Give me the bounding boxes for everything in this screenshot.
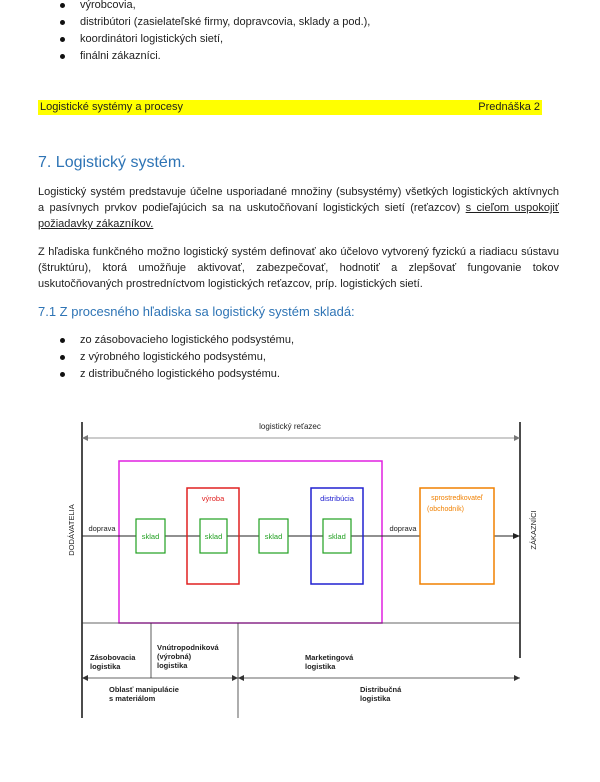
definition-text: Logistický systém predstavuje účelne usporiadané množiny (subsystémy) všetkých logistických aktívnych a pasívnych prvkov podieľajúcich sa na uskutočňovaní logistických sietí (reťazcov): [38, 186, 559, 214]
arrow-right-icon: [514, 435, 520, 441]
arrow-right-icon: [232, 675, 238, 681]
warehouse-label: sklad: [264, 532, 283, 541]
logistics-chain-diagram: [60, 418, 540, 723]
chain-label: logistický reťazec: [259, 422, 321, 431]
list-item: z výrobného logistického podsystému,: [60, 349, 294, 366]
bullet-icon: [60, 338, 65, 343]
arrow-left-icon: [82, 435, 88, 441]
marketing-logistics-label: Marketingová logistika: [305, 653, 354, 671]
supply-logistics-label: Zásobovacia logistika: [90, 653, 136, 671]
warehouse-label: sklad: [328, 532, 346, 541]
course-title: Logistické systémy a procesy: [40, 101, 184, 113]
list-item: výrobcovia,: [60, 0, 370, 14]
distribution-logistics-label: Distribučná logistika: [360, 685, 402, 703]
bullet-icon: [60, 372, 65, 377]
subsection-heading: 7.1 Z procesného hľadiska sa logistický systém skladá:: [38, 304, 355, 319]
definition-paragraph: [38, 184, 559, 232]
customers-label: ZÁKAZNÍCI: [529, 510, 538, 550]
list-item: z distribučného logistického podsystému.: [60, 366, 294, 383]
warehouse-label: sklad: [141, 532, 160, 541]
intermediary-label: sprostredkovateľ: [431, 495, 483, 502]
list-item: zo zásobovacieho logistického podsystému,: [60, 332, 294, 349]
transport-left-label: doprava: [88, 524, 116, 533]
bullet-icon: [60, 54, 65, 59]
suppliers-label: DODÁVATELIA: [67, 504, 76, 556]
functional-paragraph: Z hľadiska funkčného možno logistický systém definovať ako účelovo vytvorený fyzickú a riadiacu sústavu (štruktúru), ktorá umožňuje aktivovať, zabezpečovať, hodnotiť a zlepšovať fungovanie tokov uskutočňovaných prostredníctvom logistických reťazcov, príp. logistických sietí.: [38, 246, 559, 290]
production-label: výroba: [201, 494, 225, 503]
bullet-icon: [60, 20, 65, 25]
transport-right-label: doprava: [389, 524, 417, 533]
arrow-left-icon: [82, 675, 88, 681]
arrow-left-icon: [238, 675, 244, 681]
definition-underlined-text: s cieľom uspokojiť požiadavky zákazníkov.: [38, 202, 559, 230]
arrow-right-icon: [514, 675, 520, 681]
intermediary-sub-label: (obchodník): [427, 506, 464, 513]
subsystem-bullet-list: [60, 332, 294, 383]
intermediary-box: [420, 488, 494, 584]
section-heading: 7. Logistický systém.: [38, 154, 186, 171]
list-item: distribútori (zasielateľské firmy, dopravcovia, sklady a pod.),: [60, 14, 370, 31]
list-item: finálni zákazníci.: [60, 48, 370, 65]
material-handling-label: Oblasť manipulácie s materiálom: [109, 685, 179, 703]
bullet-icon: [60, 3, 65, 8]
lecture-label: Prednáška 2: [478, 101, 540, 113]
bullet-icon: [60, 37, 65, 42]
distribution-label: distribúcia: [320, 494, 354, 503]
bullet-icon: [60, 355, 65, 360]
intra-logistics-label: Vnútropodniková (výrobná) logistika: [157, 643, 219, 670]
list-item: koordinátori logistických sietí,: [60, 31, 370, 48]
flow-arrow-icon: [513, 533, 520, 539]
page-header-bar: [38, 100, 542, 115]
top-bullet-list: [60, 0, 370, 65]
warehouse-label: sklad: [204, 532, 223, 541]
